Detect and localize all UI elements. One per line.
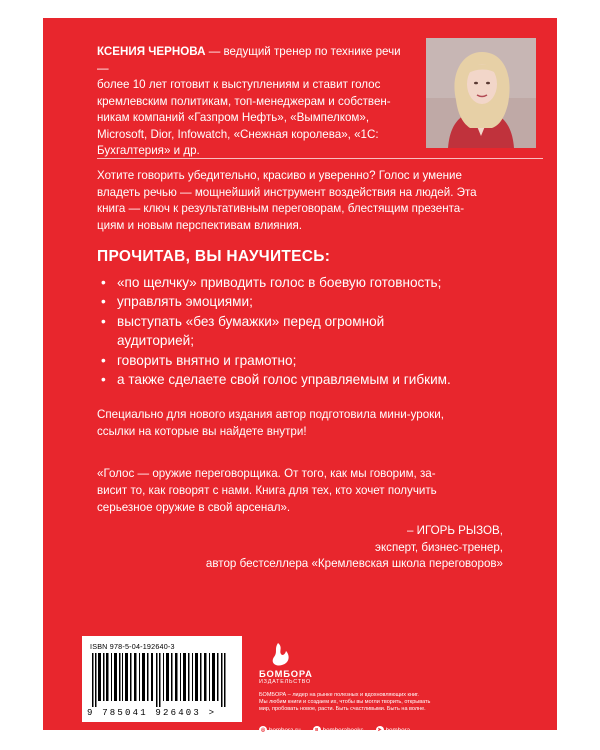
bio-line: никам компаний «Газпром Нефть», «Вымпелком», bbox=[97, 111, 370, 124]
social-link-vk[interactable] bbox=[313, 726, 364, 734]
divider bbox=[97, 158, 543, 159]
publisher-line: Мы любим книги и создаем их, чтобы вы могли творить, открывать bbox=[259, 699, 431, 706]
publisher-line: мир, пробовать новое, расти. Быть счастливыми. Быть на волне. bbox=[259, 706, 426, 713]
social-link-site[interactable] bbox=[259, 726, 301, 734]
list-item bbox=[101, 370, 531, 389]
author-bio bbox=[97, 44, 415, 160]
list-item-text: выступать «без бумажки» перед огромной bbox=[117, 313, 385, 329]
social-links bbox=[259, 726, 410, 734]
note-line: Специально для нового издания автор подготовила мини-уроки, bbox=[97, 408, 444, 421]
attribution-role: эксперт, бизнес-тренер, bbox=[375, 540, 503, 554]
list-item bbox=[101, 292, 531, 311]
publisher-line: БОМБОРА – лидер на рынке полезных и вдохновляющих книг. bbox=[259, 692, 419, 698]
learn-heading: ПРОЧИТАВ, ВЫ НАУЧИТЕСЬ: bbox=[97, 248, 331, 265]
social-label: bomborabooks bbox=[322, 726, 364, 734]
social-link-telegram[interactable] bbox=[376, 726, 410, 734]
intro-line: Хотите говорить убедительно, красиво и уверенно? Голос и умение bbox=[97, 169, 462, 182]
intro-line: циям и новым перспективам влияния. bbox=[97, 219, 302, 233]
publisher-name: БОМБОРА bbox=[259, 668, 313, 679]
bio-line: — ведущий тренер по технике речи — bbox=[97, 45, 401, 75]
list-item bbox=[101, 273, 531, 292]
bio-line: Microsoft, Dior, Infowatch, «Снежная королева», «1С: bbox=[97, 127, 379, 141]
author-name: КСЕНИЯ ЧЕРНОВА bbox=[97, 45, 206, 58]
publisher-description bbox=[259, 692, 504, 714]
list-item-text: управлять эмоциями; bbox=[117, 294, 253, 310]
list-item-text: а также сделаете свой голос управляемым и гибким. bbox=[117, 372, 451, 388]
list-item-text: аудиторией; bbox=[117, 333, 194, 349]
list-item bbox=[101, 312, 531, 351]
attribution-name: – ИГОРЬ РЫЗОВ, bbox=[406, 524, 503, 537]
barcode-digits: 9 785041 926403 > bbox=[87, 708, 217, 718]
quote-attribution bbox=[83, 523, 503, 573]
quote-line: висит то, как говорят с нами. Книга для тех, кто хочет получить bbox=[97, 484, 437, 497]
vk-icon: в bbox=[313, 726, 321, 734]
list-item-text: говорить внятно и грамотно; bbox=[117, 352, 297, 368]
attribution-credit: автор бестселлера «Кремлевская школа переговоров» bbox=[205, 557, 503, 570]
bio-line: кремлевским политикам, топ-менеджерам и собствен- bbox=[97, 94, 391, 108]
quote-line: серьезное оружие в свой арсенал». bbox=[97, 501, 291, 514]
testimonial-quote bbox=[97, 465, 543, 516]
social-label: bombora bbox=[385, 726, 411, 734]
telegram-icon: ➤ bbox=[377, 727, 382, 733]
isbn-label: ISBN 978-5-04-192640-3 bbox=[90, 642, 175, 651]
list-item-text: «по щелчку» приводить голос в боевую готовность; bbox=[117, 275, 442, 290]
barcode-icon bbox=[90, 653, 234, 707]
globe-icon: ◎ bbox=[260, 727, 266, 733]
note-line: ссылки на которые вы найдете внутри! bbox=[97, 425, 307, 438]
social-label: bombora.ru bbox=[269, 726, 301, 734]
intro-line: книга — ключ к результативным переговорам, блестящим презента- bbox=[97, 202, 465, 216]
intro-paragraph bbox=[97, 168, 543, 235]
bio-line: Бухгалтерия» и др. bbox=[97, 144, 200, 157]
mini-lessons-note bbox=[97, 406, 543, 440]
barcode-panel bbox=[82, 636, 242, 722]
back-cover bbox=[43, 18, 557, 734]
bio-line: более 10 лет готовит к выступлениям и ставит голос bbox=[97, 78, 381, 91]
intro-line: владеть речью — мощнейший инструмент воздействия на людей. Эта bbox=[97, 185, 477, 199]
publisher-subtitle: ИЗДАТЕЛЬСТВО bbox=[259, 679, 312, 685]
list-item bbox=[101, 351, 531, 370]
author-photo bbox=[426, 38, 536, 148]
quote-line: «Голос — оружие переговорщика. От того, как мы говорим, за- bbox=[97, 467, 436, 480]
learn-list bbox=[101, 273, 531, 389]
